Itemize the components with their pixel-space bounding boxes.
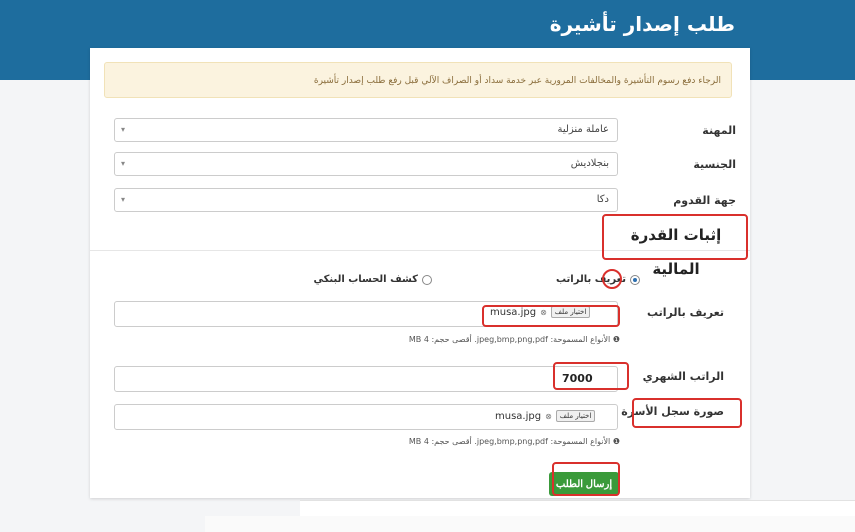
family-record-file-chip [495,410,595,422]
highlight-box [552,462,620,496]
profession-select[interactable] [114,118,618,142]
close-icon[interactable]: ⊗ [540,307,547,317]
chevron-down-icon: ▾ [121,195,126,204]
payment-alert: الرجاء دفع رسوم التأشيرة والمخالفات المرورية عبر خدمة سداد أو الصراف الآلي قبل رفع طلب إصدار تأشيرة [104,62,732,98]
salary-cert-label: تعريف بالراتب [646,306,724,319]
background-panel [205,516,855,532]
info-icon: ❶ [612,335,620,344]
radio-salary-option[interactable] [556,274,640,285]
close-icon[interactable]: ⊗ [545,411,552,421]
background-panel [300,500,855,517]
monthly-salary-input[interactable] [114,366,618,392]
financial-heading: إثبات القدرة المالية [630,226,722,278]
highlight-box [602,214,748,278]
salary-cert-choose-button[interactable]: اختيار ملف [551,306,591,318]
nationality-label: الجنسية [693,158,736,171]
nationality-select[interactable] [114,152,618,176]
family-record-choose-button[interactable]: اختيار ملف [556,410,596,422]
salary-cert-hint-text: الأنواع المسموحة: jpeg,bmp,png,pdf. أقصى حجم: 4 MB [408,335,611,344]
profession-label: المهنة [702,124,736,137]
arrival-label: جهة القدوم [673,194,736,207]
radio-bank-option[interactable] [313,274,432,285]
family-record-hint-text: الأنواع المسموحة: jpeg,bmp,png,pdf. أقصى حجم: 4 MB [408,437,611,446]
salary-cert-filename: musa.jpg [490,306,537,318]
highlight-box [632,398,742,428]
radio-bank-label: كشف الحساب البنكي [313,274,418,285]
form-card [90,48,750,498]
chevron-down-icon: ▾ [121,125,126,134]
monthly-salary-label: الراتب الشهري [642,370,724,383]
arrival-value: دكا [596,194,609,205]
salary-cert-hint [409,335,620,344]
submit-button[interactable]: إرسال الطلب [549,472,619,496]
radio-salary-button[interactable] [630,275,640,285]
nationality-value: بنجلاديش [570,158,609,169]
profession-value: عاملة منزلية [557,124,609,135]
family-record-label: صورة سجل الأسرة [621,405,724,418]
page-title: طلب إصدار تأشيرة [549,12,735,36]
highlight-box [482,305,620,327]
highlight-box [602,269,622,289]
info-icon: ❶ [612,437,620,446]
monthly-salary-value: 7000 [562,372,593,385]
arrival-select[interactable] [114,188,618,212]
radio-bank-button[interactable] [422,275,432,285]
chevron-down-icon: ▾ [121,159,126,168]
radio-salary-label: تعريف بالراتب [555,274,626,285]
family-record-filename: musa.jpg [495,410,542,422]
highlight-box [553,362,629,390]
family-record-hint [409,437,620,446]
